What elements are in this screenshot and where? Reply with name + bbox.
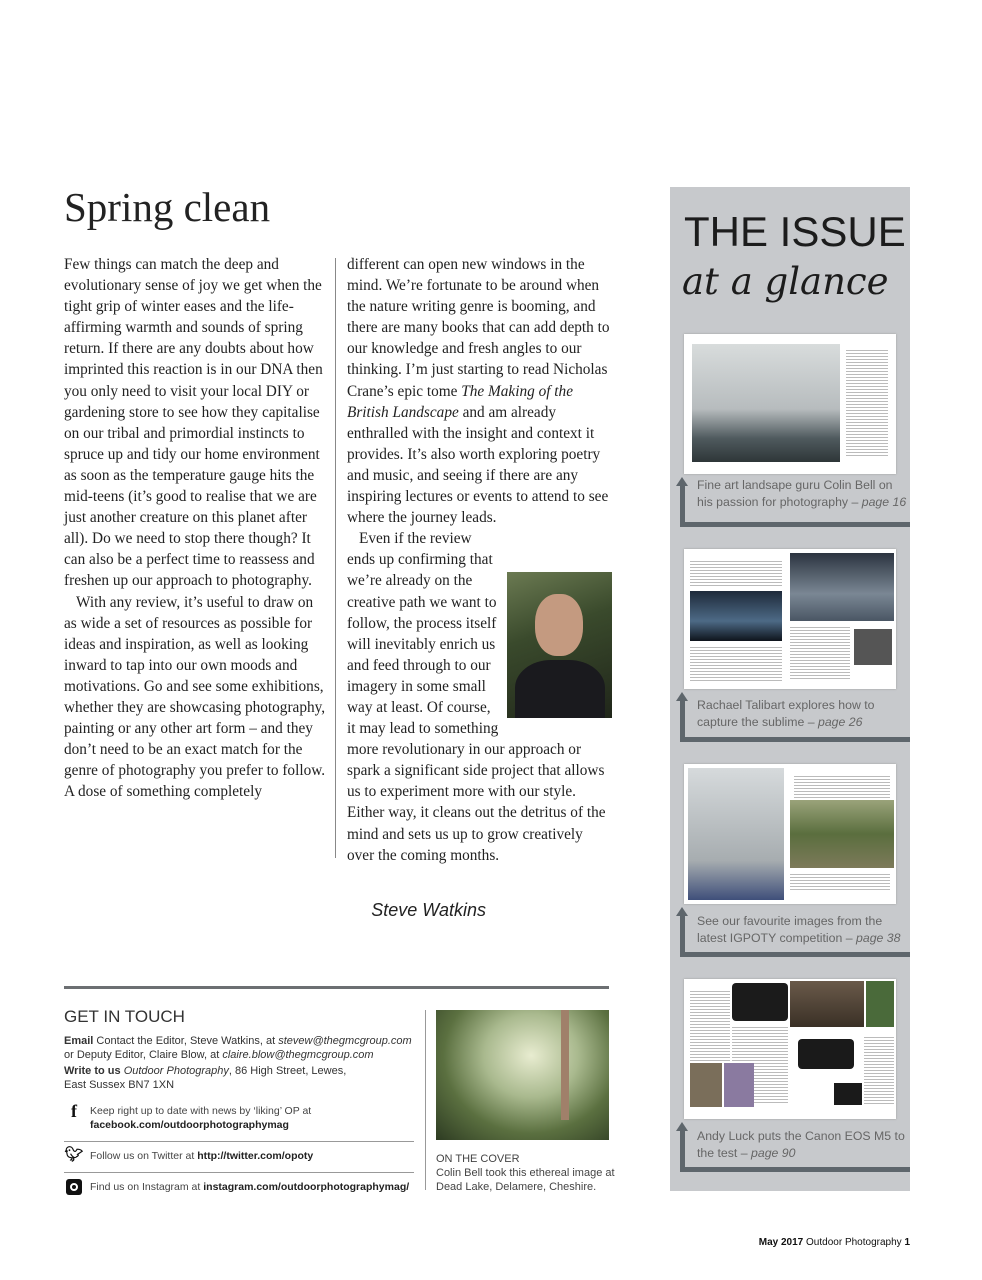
page-thumbnail[interactable] [684,979,896,1119]
twitter-row [64,1146,414,1164]
paragraph: Even if the review ends up confirming that we’re already on the creative path we want to follow, the process itself will inevitably enrich us and feed through to our imagery in some small way at least. Of course, it may lead to something more revolutionary in our approach or spark a significant side project that allows us to experiment more with our style. Either way, it cleans out the detritus of the mind and sets us up to grow creatively over the coming months. [347,530,606,864]
address: , 86 High Street, Lewes, East Sussex BN7 1XN [64,1065,347,1091]
page-folio [759,1237,910,1248]
magazine-name: Outdoor Photography [803,1237,905,1248]
facebook-icon: f [71,1101,77,1121]
paragraph: Few things can match the deep and evolutionary sense of joy we get when the tight grip of winter eases and the life-affirming warmth and sounds of spring return. If there are any doubts about how imprinted this reaction is in our DNA then you only need to visit your local DIY or gardening store to see how they capitalise on our tribal and primordial instincts to spruce up and tidy our home environment as soon as the temperature gauge hits the mid-teens (it’s good to realise that we are just another creature on this planet after all). Do we need to stop there though? It can also be a perfect time to reassess and freshen up our approach to photography. [64,256,323,590]
text: Keep right up to date with news by ‘liking’ OP at [90,1105,312,1117]
instagram-link[interactable]: instagram.com/outdoorphotographymag/ [203,1181,410,1193]
editor-signature: Steve Watkins [371,900,486,920]
article-column-1 [64,254,328,802]
issue-date: May 2017 [758,1237,804,1248]
cover-image [436,1010,609,1140]
page-thumbnail[interactable] [684,764,896,904]
facebook-link[interactable]: facebook.com/outdoorphotographymag [90,1118,289,1131]
article-title: Spring clean [64,184,271,230]
paragraph: With any review, it’s useful to draw on as wide a set of resources as possible for ideas and inspiration, as well as looking inward to tap into our own moods and motivations. Go and see some exhibitions, whether they are showcasing photography, painting or any other art form – and they don’t need to be an exact match for the genre of photography you prefer to follow. A dose of something completely [64,593,326,801]
page-number: 1 [904,1237,910,1248]
deputy-email-link[interactable]: claire.blow@thegmcgroup.com [222,1049,374,1061]
text: different can open new windows in the mind. We’re fortunate to be around when the nature writing genre is booming, and there are many books that can add depth to our knowledge and fresh angles to our thinking. I’m just starting to read Nicholas Crane’s epic tome [347,256,610,400]
divider [64,1172,414,1173]
cover-caption [436,1152,616,1194]
cover-text: Colin Bell took this ethereal image at Dead Lake, Delamere, Cheshire. [436,1167,615,1193]
page-thumbnail[interactable] [684,549,896,689]
section-divider [64,986,609,989]
issue-at-a-glance-sidebar [670,187,910,1191]
text: and am already enthralled with the insight and context it provides. It’s also worth exploring poetry and music, and seeing if there are any inspiring lectures or events to attend to see where the journey leads. [347,403,609,527]
paragraph [347,254,611,528]
page-thumbnail[interactable] [684,334,896,474]
text: Find us on Instagram at [90,1181,204,1193]
cover-heading: ON THE COVER [436,1153,520,1165]
sidebar-caption[interactable]: Rachael Talibart explores how to capture the sublime – page 26 [697,698,875,729]
divider [64,1141,414,1142]
sidebar-caption[interactable]: See our favourite images from the latest IGPOTY competition – page 38 [697,914,901,945]
column-divider [335,258,336,858]
facebook-row [64,1101,414,1132]
book-title: The Making of the British Landscape [347,382,573,421]
text: Contact the Editor, Steve Watkins, at [93,1035,279,1047]
magazine-name: Outdoor Photography [123,1065,229,1077]
editor-email-link[interactable]: stevew@thegmcgroup.com [278,1035,412,1047]
column-divider [425,1010,426,1190]
instagram-row [64,1181,414,1195]
email-info [64,1034,424,1062]
text: or Deputy Editor, Claire Blow, at [64,1049,223,1061]
sidebar-caption[interactable]: Andy Luck puts the Canon EOS M5 to the test – page 90 [697,1129,905,1160]
twitter-link[interactable]: http://twitter.com/opoty [197,1150,314,1162]
text: Follow us on Twitter at [90,1150,198,1162]
sidebar-title: THE ISSUE [684,208,906,255]
get-in-touch-heading: GET IN TOUCH [64,1007,185,1026]
article-column-2 [347,254,611,866]
twitter-icon: 🐦︎ [64,1146,84,1163]
instagram-icon [66,1179,82,1195]
sidebar-subtitle: at a glance [682,260,889,303]
address-info [64,1064,354,1092]
label: Write to us [64,1065,121,1077]
editor-portrait [507,572,612,718]
sidebar-caption[interactable]: Fine art landsape guru Colin Bell on his passion for photography – page 16 [697,478,907,509]
label: Email [64,1035,94,1047]
